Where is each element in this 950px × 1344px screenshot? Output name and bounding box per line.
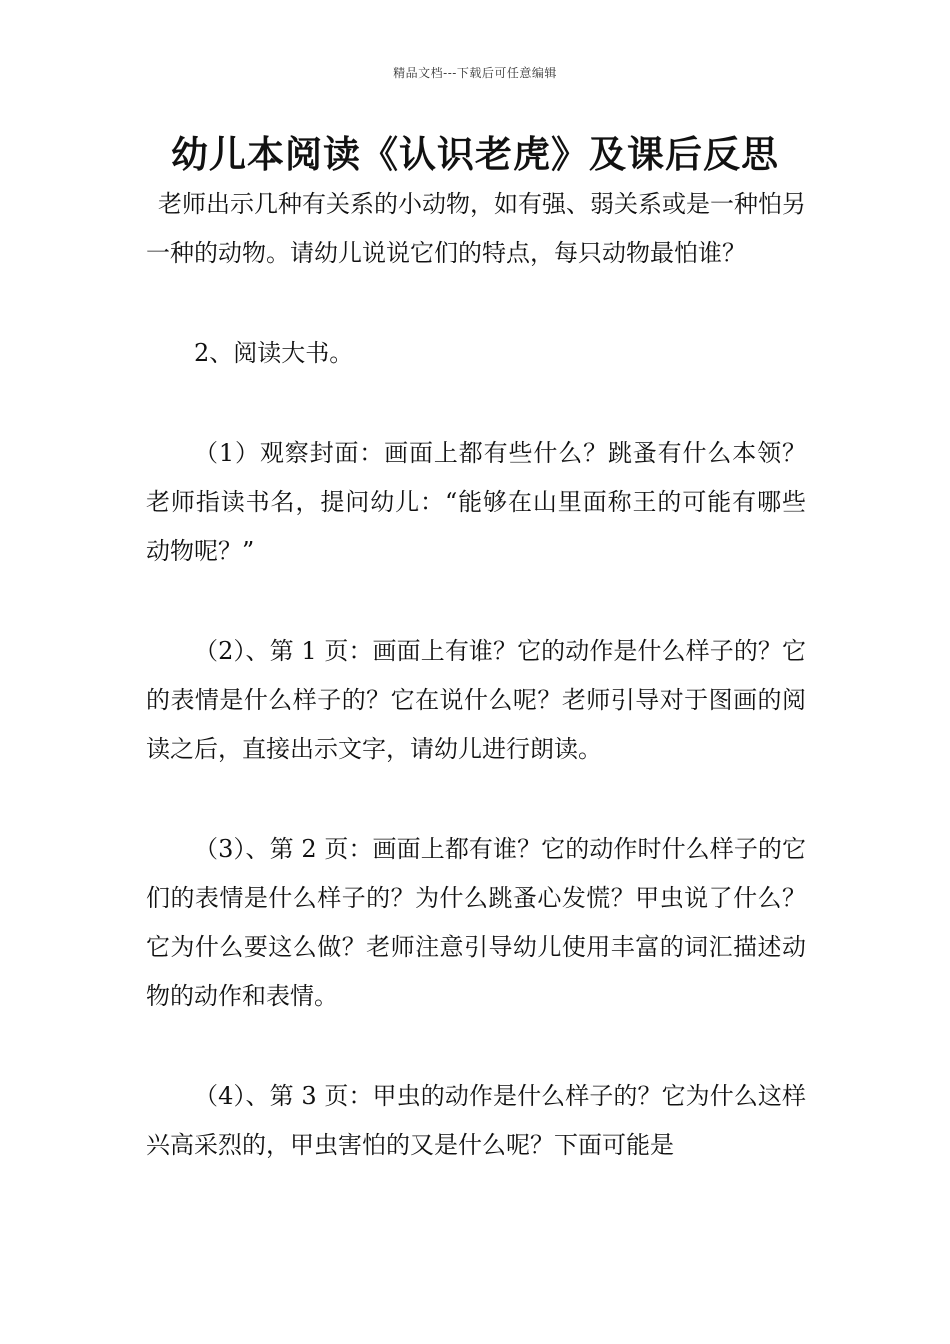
paragraph-page-1: （2）、第 1 页：画面上有谁？它的动作是什么样子的？它的表情是什么样子的？它在说什么呢？老师引导对于图画的阅读之后，直接出示文字，请幼儿进行朗读。 [146, 637, 806, 763]
paragraph-page-3: （4）、第 3 页：甲虫的动作是什么样子的？它为什么这样兴高采烈的，甲虫害怕的又是什么呢？下面可能是 [146, 1082, 806, 1159]
document-title: 幼儿本阅读《认识老虎》及课后反思 [171, 132, 779, 176]
paragraph-step-2: 2、阅读大书。 [194, 339, 354, 367]
paragraph-gap [146, 378, 806, 429]
paragraph-cover: （1）观察封面：画面上都有些什么？跳蚤有什么本领？老师指读书名，提问幼儿：“能够在山里面称王的可能有哪些动物呢？” [146, 439, 806, 565]
paragraph-gap [146, 774, 806, 825]
document-body [146, 180, 806, 1170]
paragraph-gap [146, 576, 806, 627]
paragraph-gap [146, 1021, 806, 1072]
paragraph-intro: 老师出示几种有关系的小动物，如有强、弱关系或是一种怕另一种的动物。请幼儿说说它们的特点，每只动物最怕谁？ [146, 190, 806, 267]
paragraph-gap [146, 278, 806, 329]
paragraph-page-2: （3）、第 2 页：画面上都有谁？它的动作时什么样子的它们的表情是什么样子的？为什么跳蚤心发慌？甲虫说了什么？它为什么要这么做？老师注意引导幼儿使用丰富的词汇描述动物的动作和表情。 [146, 835, 806, 1010]
header-note: 精品文档---下载后可任意编辑 [393, 66, 557, 80]
